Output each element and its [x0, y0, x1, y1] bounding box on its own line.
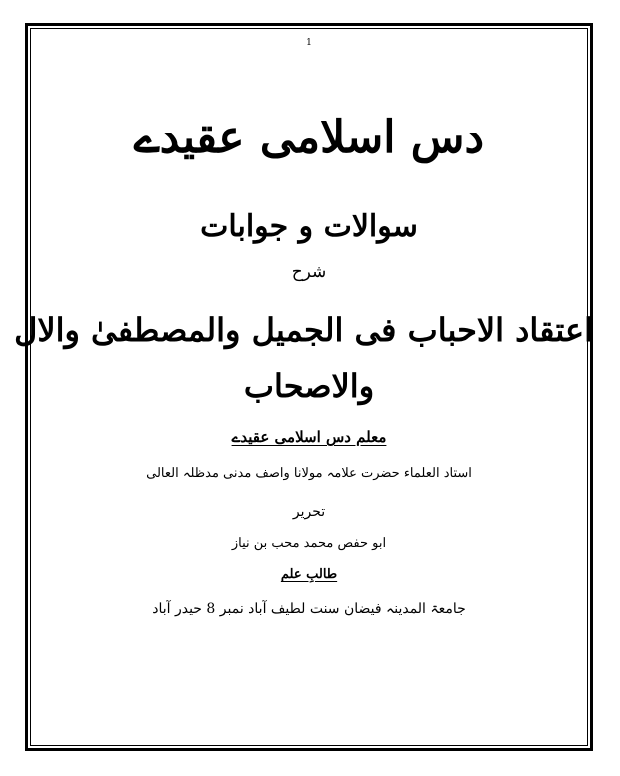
page-number: 1 — [306, 38, 312, 48]
student-heading — [25, 565, 593, 585]
main-title: دس اسلامی عقیدے — [133, 112, 485, 163]
tahrir-label: تحریر — [292, 504, 326, 520]
teacher-heading-text: معلم دس اسلامی عقیدے — [231, 428, 387, 446]
institution-name: جامعۃ المدینہ فیضان سنت لطیف آباد نمبر 8 حیدر آباد — [152, 601, 466, 617]
subtitle: سوالات و جوابات — [200, 209, 418, 244]
book-title-line-1: اعتقاد الاحباب فی الجمیل والمصطفیٰ والال — [14, 311, 593, 349]
author-name: ابو حفص محمد محب بن نیاز — [231, 536, 387, 551]
teacher-name: استاد العلماء حضرت علامہ مولانا واصف مدنی مدظلہ العالی — [146, 466, 472, 481]
book-title-line-2: والاصحاب — [243, 367, 375, 405]
teacher-heading — [25, 426, 593, 448]
sharh-label: شرح — [291, 262, 327, 282]
student-heading-text: طالبِ علم — [280, 567, 338, 582]
